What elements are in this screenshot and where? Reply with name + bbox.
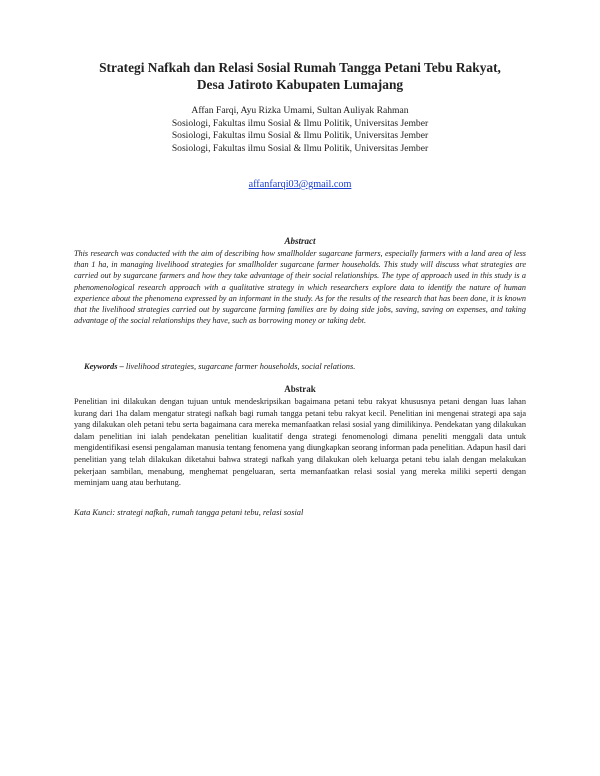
abstract-body: This research was conducted with the aim of describing how smallholder sugarcane farmers, especially farmers with a land area of less than 1 ha, in managing livelihood strategies for smallholder sugarcane farmer households. This study will discuss what strategies are carried out by sugarcane farmers and how they take advantage of their social relationships. The type of approach used in this study is a phenomenological research approach with a qualitative strategy in which researchers explore data to identify the nature of human experience about the phenomena expressed by an informant in the study. As for the results of the research that has been done, it is known that the livelihood strategies carried out by sugarcane farming families are by doing side jobs, saving, saving on expenses, and taking advantage of the social relationships they have, such as borrowing money or taking debt.: [74, 249, 526, 326]
affiliation-2: Sosiologi, Fakultas ilmu Sosial & Ilmu Politik, Universitas Jember: [171, 130, 429, 142]
affiliation-1: Sosiologi, Fakultas ilmu Sosial & Ilmu Politik, Universitas Jember: [171, 117, 429, 129]
paper-title: [60, 59, 540, 93]
abstrak-heading: Abstrak: [284, 384, 316, 394]
author-names: Affan Farqi, Ayu Rizka Umami, Sultan Auliyak Rahman: [191, 105, 409, 116]
title-line-1: Strategi Nafkah dan Relasi Sosial Rumah Tangga Petani Tebu Rakyat,: [99, 60, 501, 75]
affiliation-3: Sosiologi, Fakultas ilmu Sosial & Ilmu Politik, Universitas Jember: [171, 142, 429, 154]
title-line-2: Desa Jatiroto Kabupaten Lumajang: [196, 77, 404, 92]
keywords-label: Keywords –: [84, 362, 124, 371]
abstrak-body: Penelitian ini dilakukan dengan tujuan untuk mendeskripsikan bagaimana petani tebu rakyat khususnya petani dengan luas lahan kurang dari 1ha dalam mengatur strategi nafkah bagi rumah tangga petani tebu rakyat kecil. Penelitian ini mengenai strategi apa saja yang dilakukan oleh petani tebu serta bagaimana cara mereka memanfaatkan relasi sosial yang dimilikinya. Pendekatan yang dilakukan dalam penelitian ini ialah pendekatan penelitian kualitatif denga strategi fenomenologi dimana peneliti menggali data untuk mengidentifikasi esensi pengalaman manusia tentang fenomena yang diungkapkan seorang informan pada penelitian. Adapun hasil dari penelitian yang telah dilakukan diketahui bahwa strategi nafkah yang dilakukan oleh keluarga petani tebu ialah dengan melakukan pekerjaan sambilan, menabung, menghemat pengeluaran, serta memanfaatkan relasi sosial yang mereka miliki seperti dengan meminjam uang atau berhutang.: [74, 397, 526, 488]
author-email-link[interactable]: affanfarqi03@gmail.com: [248, 179, 352, 190]
keywords-text: livelihood strategies, sugarcane farmer households, social relations.: [123, 362, 356, 371]
email-line: [60, 179, 540, 190]
abstract-heading: Abstract: [284, 236, 316, 246]
kata-kunci-line: Kata Kunci: strategi nafkah, rumah tangga petani tebu, relasi sosial: [74, 508, 304, 517]
keywords-line: [84, 362, 526, 371]
author-block: [60, 105, 540, 155]
